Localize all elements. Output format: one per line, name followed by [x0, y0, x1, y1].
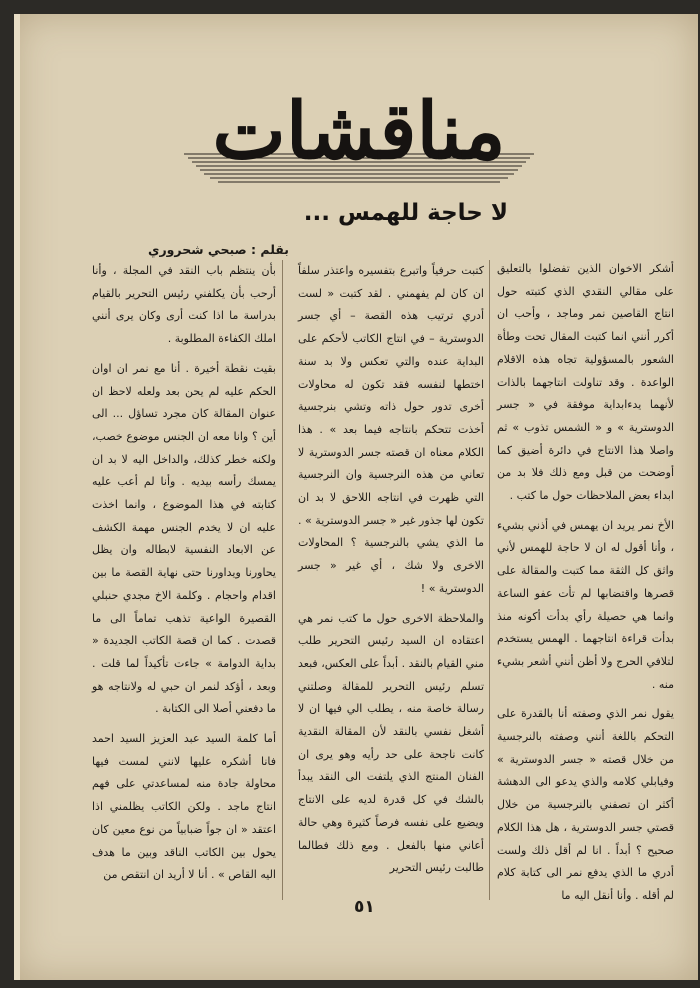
paragraph: كتبت حرفياً واتبرع بتفسيره واعتذر سلفاً ان كان لم يفهمني . لقد كتبت « لست أدري ترتيب هذه القصة – أي جسر الدوسترية – في انتاج الكاتب لأحكم على البداية عنده والتي تعكس ولا بد سنة اختطها لنفسه فقد تكون له محاولات أخرى تدور حول ذاته وتشي بنرجسية أخذت تتحكم بانتاجه فيما بعد » . هذا الكلام معناه ان قصته جسر الدوسترية لا تعاني من هذه النرجسية وان النرجسية التي ظهرت في انتاجه اللاحق لا بد ان تكون لها جذور غير « جسر الدوسترية » . ما الذي يشي بالنرجسية ؟ المحاولات الاخرى ولا شك ، أي غير « جسر الدوسترية » !: [298, 264, 484, 595]
paragraph: يقول نمر الذي وصفته أنا بالقدرة على التحكم باللغة أنني وصفته بالنرجسية من خلال قصته « جسر الدوسترية » وفيابلي كلامه والذي يدعو الى الدهشة أكثر ان تصفني بالنرجسية من خلال قصتي جسر الدوسترية ، هل هذا الكلام صحيح ؟ أبداً . انا لم أقل ذلك ولست أدري ما الذي يدفع نمر الى كتابة كلام لم أقله . وأنا أنقل اليه ما: [497, 707, 674, 902]
paragraph: أما كلمة السيد عبد العزيز السيد احمد فانا أشكره عليها لانني لمست فيها محاولة جادة منه لمساعدتي على فهم انتاج ماجد . ولكن الكاتب يظلمني اذا اعتقد « ان جواً ضبابياً من نوع معين كان يحول بين الكاتب الناقد وبين ما هدف اليه القاص » . أنا لا أريد ان انتقص من: [92, 732, 276, 882]
article-column-3: [92, 260, 276, 894]
article-column-1: [497, 258, 674, 915]
column-divider: [282, 260, 283, 900]
article-column-2: [298, 260, 484, 887]
section-masthead: [174, 86, 544, 192]
magazine-page: [14, 14, 698, 980]
masthead-title: مناقشات: [212, 86, 506, 177]
page-number: ٥١: [354, 897, 375, 917]
article-headline: لا حاجة للهمس ...: [303, 200, 508, 226]
paragraph: أشكر الاخوان الذين تفضلوا بالتعليق على مقالي النقدي الذي كتبته حول انتاج القاصين نمر وماجد ، وأحب ان أكرر أنني انما كتبت المقال تحت وطأة الشعور بالمسؤولية تجاه هذه الاقلام الواعدة . وقد تناولت انتاجهما بالذات لأنهما يدءابداية موفقة في « جسر الدوسترية » و « الشمس تذوب » ثم واصلا هذا الانتاج في دائرة أضيق كما أوضحت من قبل ومع ذلك فلا بد من ابداء بعض الملاحظات حول ما كتب .: [497, 262, 674, 503]
page-edge: [14, 14, 20, 980]
paragraph: والملاحظة الاخرى حول ما كتب نمر هي اعتقاده ان السيد رئيس التحرير طلب مني القيام بالنقد . أبداً على العكس، فبعد تسلم رئيس التحرير للمقالة وصلتني رسالة خاصة منه ، يطلب الي فيها ان لا أشغل نفسي بالنقد لأن المقالة النقدية كانت ناجحة على حد رأيه وهو يرى ان الفنان المنتج الذي يلتفت الى النقد يبدأ بالشك في كل قدرة لديه على الانتاج ويضيع على نفسه فرصاً كثيرة وهي حالة أعاني منها بالفعل . ومع ذلك فطالما طالبت رئيس التحرير: [298, 611, 484, 875]
article-byline: بقلم : صبحي شحروري: [148, 242, 289, 257]
paragraph: بأن ينتظم باب النقد في المجلة ، وأنا أرحب بأن يكلفني رئيس التحرير بالقيام بدراسة ما اذا كنت أرى وكان يرى أنني املك الكفاءة المطلوبة .: [92, 264, 276, 346]
paragraph: بقيت نقطة أخيرة . أنا مع نمر ان اوان الحكم عليه لم يحن بعد ولعله لاحظ ان عنوان المقالة كان مجرد تساؤل ... الى أين ؟ وانا معه ان الجنس موضوع خصب، ولكنه خطر كذلك، والداخل اليه لا بد ان يمسك رأسه بيديه . وأنا لم أعب عليه كتابته في هذا الموضوع ، وانما اخذت عليه ان لا يخدم الجنس مهمة الكشف عن الابعاد النفسية لابطاله وان يظل يحاورنا ويداورنا حتى نهاية القصة ما بين اقدام واحجام . وكلمة الاخ مجدي حنبلي القصيرة الواعية تذهب تماماً الى ما قصدت . كما ان قصة الكاتب الجديدة « بداية الدوامة » جاءت تأكيداً لما قلت . وبعد ، أؤكد لنمر ان حبي له ولانتاجه هو ما دفعني أصلا الى الكتابة .: [92, 361, 276, 716]
column-divider: [489, 260, 490, 900]
paragraph: الأخ نمر يريد ان يهمس في أذني بشيء ، وأنا أقول له ان لا حاجة للهمس لأني واثق كل الثقة مما كتبت والمقالة على قصرها واقتضابها لم تأت عفو الساعة وانما هي حصيلة رأي بدأت أكونه منذ بدأت قراءة انتاجهما . الهمس يستخدم لتلافي الحرج ولا أظن أنني أشعر بشيء منه .: [497, 518, 674, 691]
